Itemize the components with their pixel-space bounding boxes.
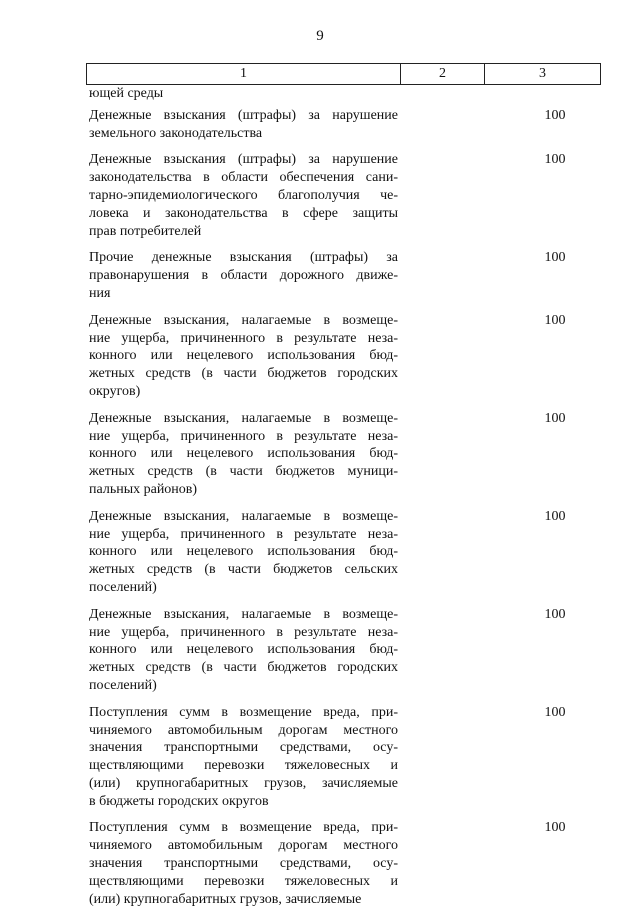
description-line: Денежные взыскания (штрафы) за нарушение xyxy=(89,152,398,168)
table-row xyxy=(86,85,601,103)
revenue-description xyxy=(86,410,398,499)
description-line: значения транспортными средствами, осу- xyxy=(89,740,398,756)
description-line: Поступления сумм в возмещение вреда, при- xyxy=(89,704,398,720)
percent-value: 100 xyxy=(544,152,566,168)
percent-value: 100 xyxy=(544,820,566,836)
revenue-description xyxy=(86,312,398,401)
table-header xyxy=(86,63,601,85)
description-line: Денежные взыскания, налагаемые в возмеще- xyxy=(89,508,398,524)
description-line: в бюджеты городских округов xyxy=(89,793,269,809)
description-line: Поступления сумм в возмещение вреда, при- xyxy=(89,820,398,836)
revenue-description xyxy=(86,606,398,695)
description-line: правонарушения в области дорожного движе- xyxy=(89,268,398,284)
description-line: ние ущерба, причиненного в результате неза- xyxy=(89,624,398,640)
percent-value: 100 xyxy=(544,606,566,622)
table-row xyxy=(86,606,601,695)
description-line: значения транспортными средствами, осу- xyxy=(89,856,398,872)
percent-value xyxy=(527,85,583,103)
percent-value: 100 xyxy=(544,250,566,266)
description-line: округов) xyxy=(89,383,141,399)
description-line: Денежные взыскания (штрафы) за нарушение xyxy=(89,107,398,123)
description-line: поселений) xyxy=(89,579,157,595)
description-line: конного или нецелевого использования бюд- xyxy=(89,544,398,560)
description-line: ющей среды xyxy=(89,86,164,101)
description-line: ние ущерба, причиненного в результате неза- xyxy=(89,330,398,346)
revenue-description xyxy=(86,85,398,103)
description-line: тарно-эпидемиологического благополучия че- xyxy=(89,187,398,203)
description-line: ществляющими перевозки тяжеловесных и xyxy=(89,873,398,889)
description-line: Денежные взыскания, налагаемые в возмеще- xyxy=(89,606,398,622)
description-line: ние ущерба, причиненного в результате неза- xyxy=(89,428,398,444)
revenue-description xyxy=(86,508,398,597)
description-line: ния xyxy=(89,285,111,301)
header-col-3: 3 xyxy=(539,66,546,81)
percent-value: 100 xyxy=(544,704,566,720)
description-line: (или) крупногабаритных грузов, зачисляемые xyxy=(89,775,398,791)
percent-value: 100 xyxy=(544,508,566,524)
description-line: чиняемого автомобильным дорогам местного xyxy=(89,722,398,738)
table-row xyxy=(86,249,601,302)
table-row xyxy=(86,151,601,240)
table-row xyxy=(86,508,601,597)
table-row xyxy=(86,410,601,499)
description-line: Прочие денежные взыскания (штрафы) за xyxy=(89,250,398,266)
table-row xyxy=(86,312,601,401)
description-line: жетных средств (в части бюджетов городских xyxy=(89,366,398,382)
description-line: земельного законодательства xyxy=(89,125,263,141)
table-row xyxy=(86,819,601,908)
page-number: 9 xyxy=(316,28,324,44)
table-row xyxy=(86,704,601,811)
description-line: ние ущерба, причиненного в результате неза- xyxy=(89,526,398,542)
header-col-2: 2 xyxy=(401,64,485,84)
revenue-description xyxy=(86,107,398,143)
revenue-description xyxy=(86,704,398,811)
header-col-1: 1 xyxy=(87,64,401,84)
description-line: конного или нецелевого использования бюд- xyxy=(89,348,398,364)
description-line: (или) крупногабаритных грузов, зачисляемые xyxy=(89,891,362,907)
description-line: жетных средств (в части бюджетов муници- xyxy=(89,464,398,480)
description-line: жетных средств (в части бюджетов сельских xyxy=(89,562,398,578)
description-line: Денежные взыскания, налагаемые в возмеще- xyxy=(89,410,398,426)
description-line: конного или нецелевого использования бюд- xyxy=(89,446,398,462)
revenue-description xyxy=(86,819,398,908)
description-line: конного или нецелевого использования бюд- xyxy=(89,642,398,658)
percent-value: 100 xyxy=(544,410,566,426)
description-line: пальных районов) xyxy=(89,481,198,497)
description-line: Денежные взыскания, налагаемые в возмеще- xyxy=(89,312,398,328)
description-line: ществляющими перевозки тяжеловесных и xyxy=(89,758,398,774)
table-body xyxy=(86,85,601,908)
percent-value: 100 xyxy=(544,107,566,123)
percent-value: 100 xyxy=(544,312,566,328)
description-line: поселений) xyxy=(89,677,157,693)
description-line: жетных средств (в части бюджетов городских xyxy=(89,660,398,676)
description-line: законодательства в области обеспечения сани- xyxy=(89,170,398,186)
revenue-description xyxy=(86,151,398,240)
description-line: чиняемого автомобильным дорогам местного xyxy=(89,838,398,854)
revenue-description xyxy=(86,249,398,302)
revenue-table xyxy=(86,63,601,908)
table-row xyxy=(86,107,601,143)
description-line: прав потребителей xyxy=(89,223,202,239)
description-line: ловека и законодательства в сфере защиты xyxy=(89,205,398,221)
